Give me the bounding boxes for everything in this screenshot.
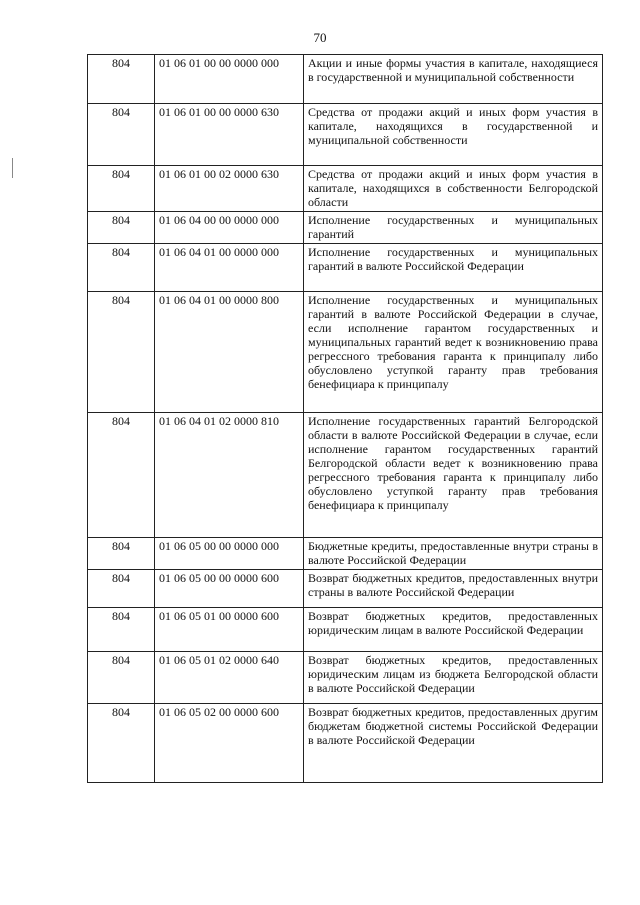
table-row [88,570,603,608]
admin-code-cell: 804 [88,608,155,652]
classification-code-cell: 01 06 05 01 02 0000 640 [155,652,304,704]
description-cell: Возврат бюджетных кредитов, предоставленных внутри страны в валюте Российской Федерации [304,570,603,608]
page-number: 70 [313,30,327,45]
admin-code-cell: 804 [88,166,155,212]
table-row [88,704,603,783]
admin-code-cell: 804 [88,570,155,608]
admin-code-cell: 804 [88,104,155,166]
table-row [88,608,603,652]
description-cell: Средства от продажи акций и иных форм участия в капитале, находящихся в собственности Белгородской области [304,166,603,212]
description-cell: Бюджетные кредиты, предоставленные внутри страны в валюте Российской Федерации [304,538,603,570]
description-cell: Акции и иные формы участия в капитале, находящиеся в государственной и муниципальной собственности [304,55,603,104]
classification-code-cell: 01 06 04 01 02 0000 810 [155,413,304,538]
classification-code-cell: 01 06 01 00 00 0000 000 [155,55,304,104]
classification-code-cell: 01 06 05 00 00 0000 600 [155,570,304,608]
table-row [88,55,603,104]
table-row [88,166,603,212]
classification-code-cell: 01 06 04 01 00 0000 000 [155,244,304,292]
description-cell: Возврат бюджетных кредитов, предоставленных юридическим лицам из бюджета Белгородской области в валюте Российской Федерации [304,652,603,704]
admin-code-cell: 804 [88,538,155,570]
classification-code-cell: 01 06 05 01 00 0000 600 [155,608,304,652]
classification-code-cell: 01 06 01 00 02 0000 630 [155,166,304,212]
description-cell: Средства от продажи акций и иных форм участия в капитале, находящихся в государственной и муниципальной собственности [304,104,603,166]
admin-code-cell: 804 [88,55,155,104]
description-cell: Возврат бюджетных кредитов, предоставленных юридическим лицам в валюте Российской Федерации [304,608,603,652]
table-row [88,244,603,292]
admin-code-cell: 804 [88,212,155,244]
description-cell: Исполнение государственных и муниципальных гарантий [304,212,603,244]
margin-mark [12,158,13,178]
budget-classification-table [87,54,603,783]
description-cell: Исполнение государственных гарантий Белгородской области в валюте Российской Федерации в случае, если исполнение гарантом государственных гарантий Белгородской области ведет к возникновению права регрессного требования гаранта к принципалу либо обусловлено уступкой гаранту прав требования бенефициара к принципалу [304,413,603,538]
table-row [88,212,603,244]
admin-code-cell: 804 [88,704,155,783]
description-cell: Исполнение государственных и муниципальных гарантий в валюте Российской Федерации [304,244,603,292]
table-row [88,538,603,570]
table-row [88,292,603,413]
classification-code-cell: 01 06 01 00 00 0000 630 [155,104,304,166]
classification-code-cell: 01 06 04 01 00 0000 800 [155,292,304,413]
classification-code-cell: 01 06 04 00 00 0000 000 [155,212,304,244]
description-cell: Возврат бюджетных кредитов, предоставленных другим бюджетам бюджетной системы Российской Федерации в валюте Российской Федерации [304,704,603,783]
admin-code-cell: 804 [88,244,155,292]
classification-code-cell: 01 06 05 02 00 0000 600 [155,704,304,783]
description-cell: Исполнение государственных и муниципальных гарантий в валюте Российской Федерации в случае, если исполнение гарантом государственных и муниципальных гарантий ведет к возникновению права регрессного требования гаранта к принципалу либо обусловлено уступкой гаранту прав требования бенефициара к принципалу [304,292,603,413]
table-row [88,104,603,166]
table-row [88,413,603,538]
classification-code-cell: 01 06 05 00 00 0000 000 [155,538,304,570]
admin-code-cell: 804 [88,292,155,413]
table-row [88,652,603,704]
admin-code-cell: 804 [88,413,155,538]
admin-code-cell: 804 [88,652,155,704]
